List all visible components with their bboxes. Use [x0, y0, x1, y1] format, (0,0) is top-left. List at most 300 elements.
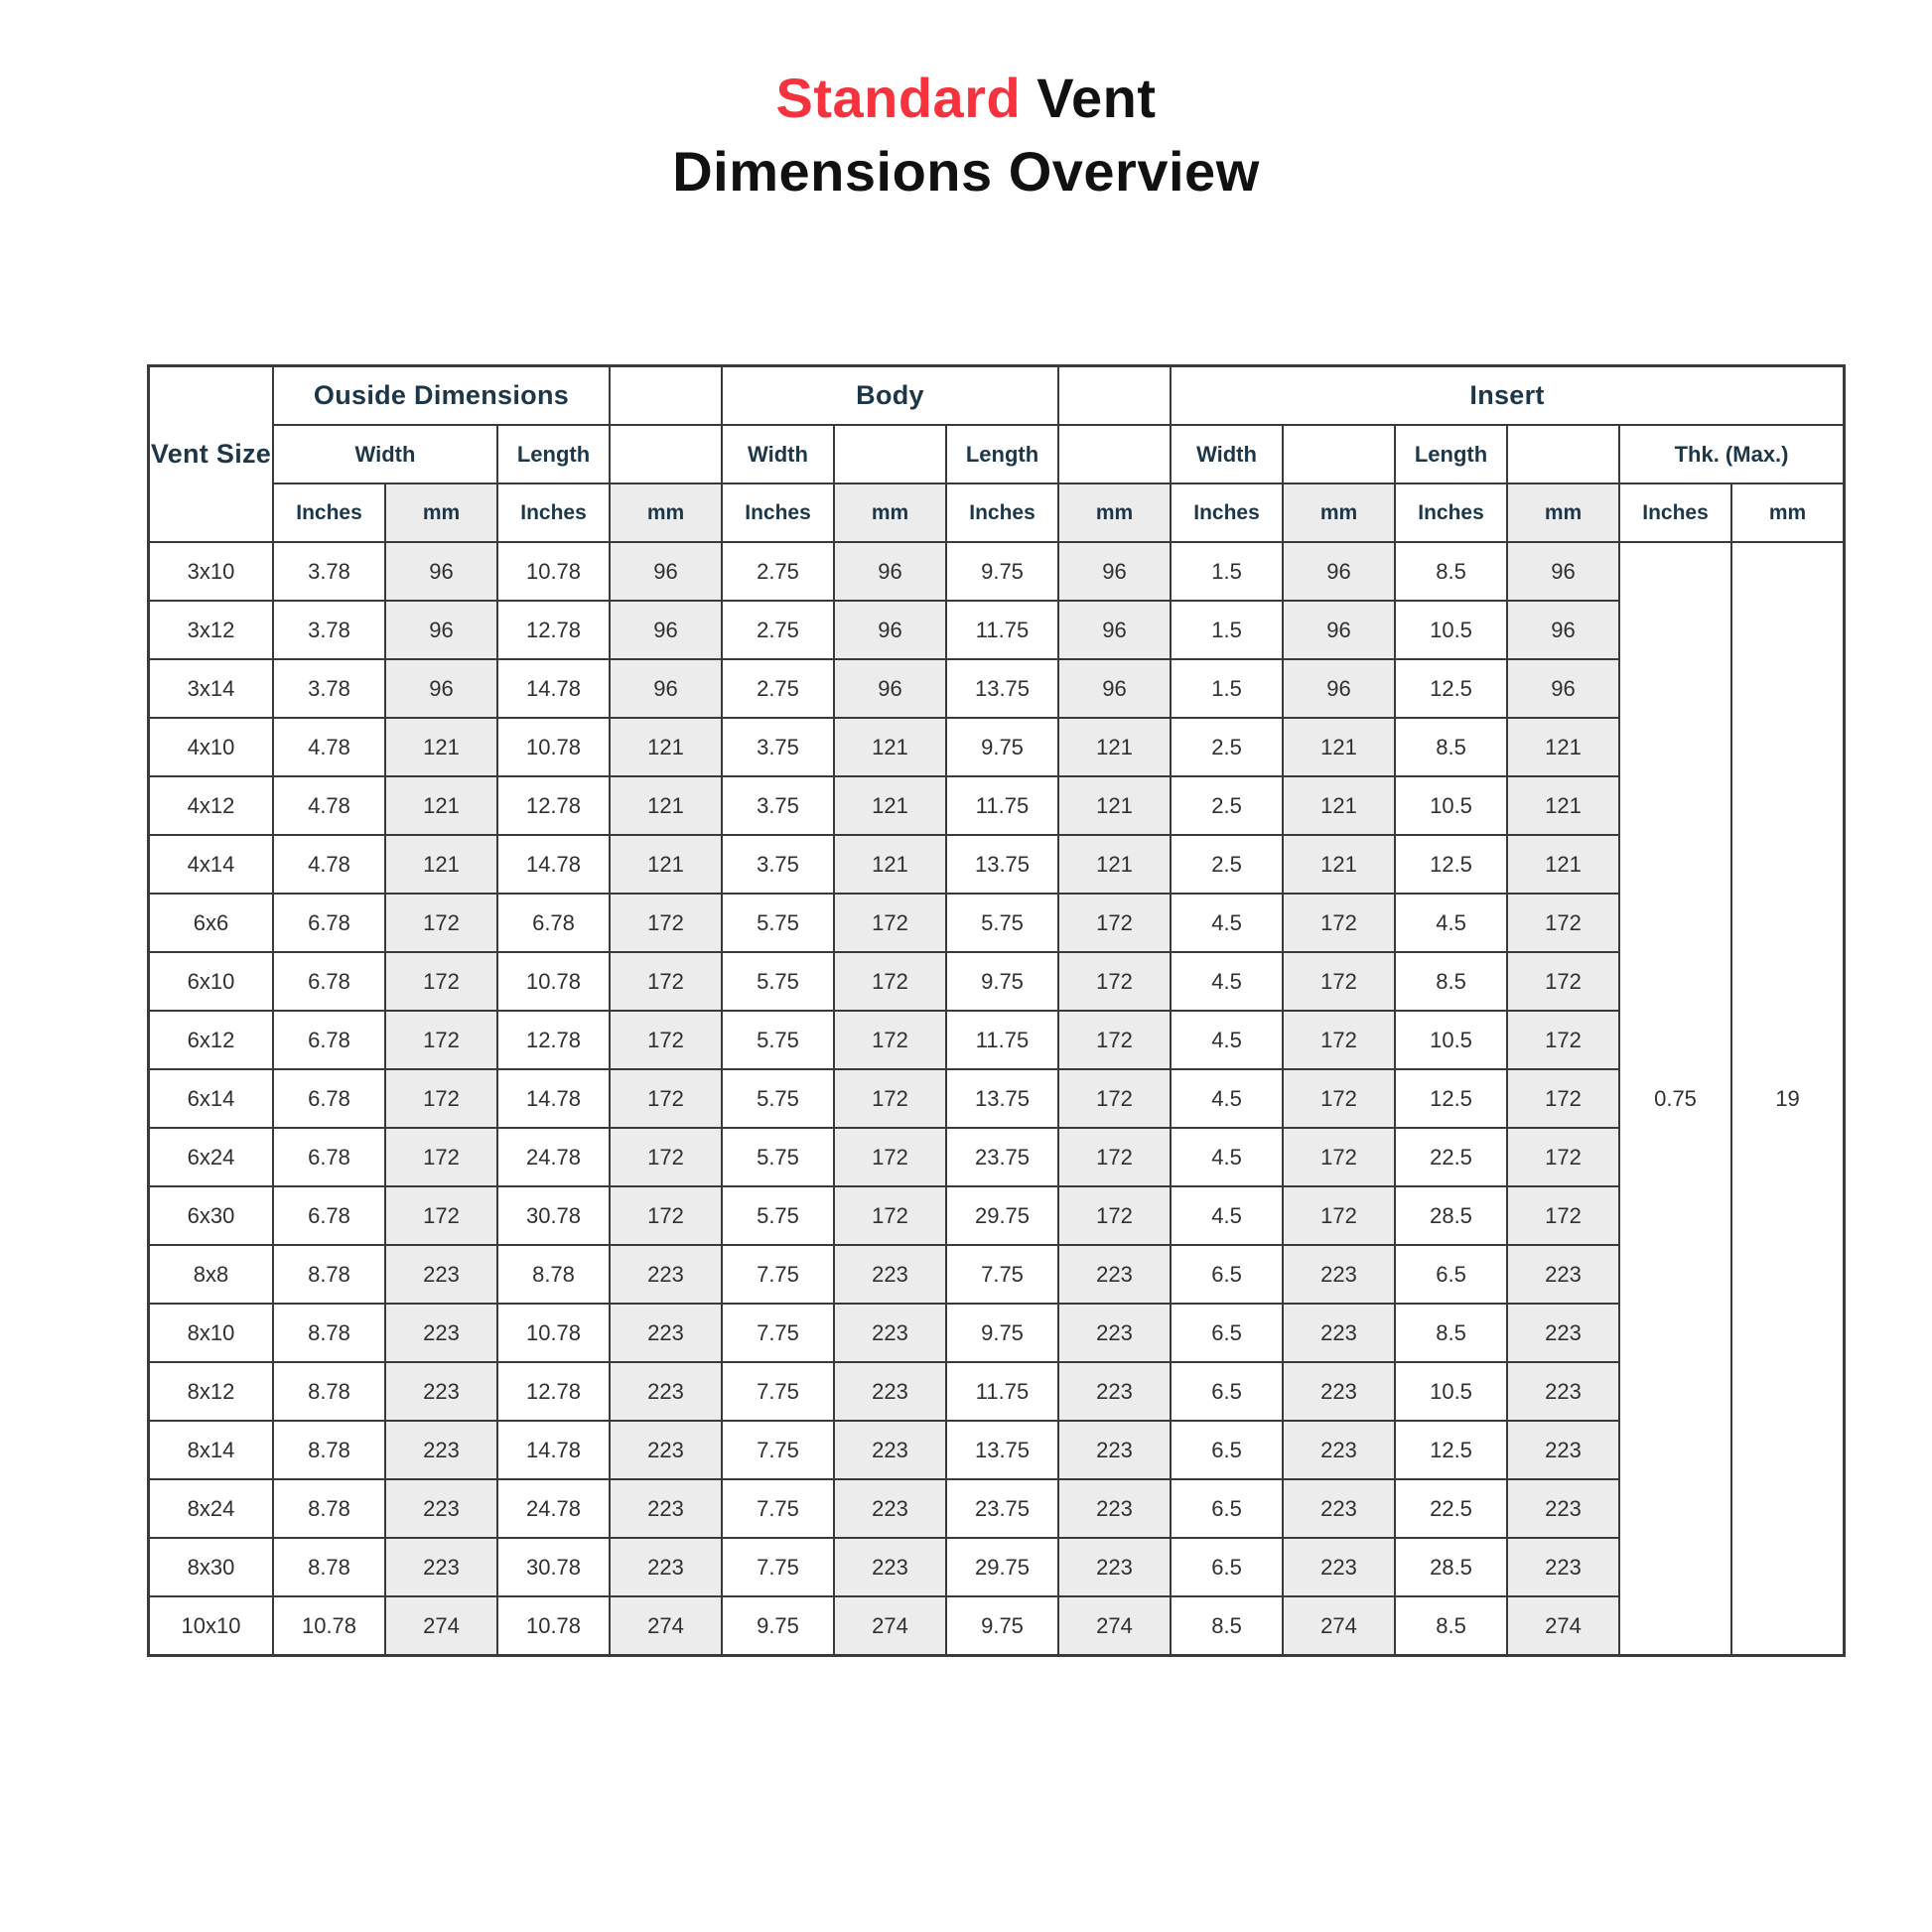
thk-mm-cell: 19	[1731, 542, 1844, 1655]
value-cell: 96	[610, 659, 722, 718]
unit-mm-header: mm	[610, 483, 722, 542]
value-cell: 223	[1283, 1538, 1395, 1596]
empty-header-cell	[834, 425, 946, 483]
value-cell: 223	[1507, 1304, 1619, 1362]
value-cell: 8.78	[273, 1362, 385, 1421]
value-cell: 274	[1283, 1596, 1395, 1655]
dimensions-table	[147, 364, 1846, 1657]
vent-size-cell: 8x30	[149, 1538, 273, 1596]
vent-size-cell: 4x12	[149, 776, 273, 835]
table-row	[149, 1186, 1844, 1245]
value-cell: 223	[385, 1538, 497, 1596]
table-row	[149, 894, 1844, 952]
value-cell: 2.75	[722, 659, 834, 718]
value-cell: 172	[1507, 894, 1619, 952]
value-cell: 172	[1283, 1128, 1395, 1186]
value-cell: 6.5	[1171, 1245, 1283, 1304]
table-row	[149, 601, 1844, 659]
value-cell: 13.75	[946, 659, 1058, 718]
value-cell: 12.5	[1395, 1069, 1507, 1128]
value-cell: 12.78	[497, 1011, 610, 1069]
unit-inches-header: Inches	[273, 483, 385, 542]
value-cell: 172	[1058, 952, 1171, 1011]
unit-inches-header: Inches	[722, 483, 834, 542]
value-cell: 12.78	[497, 1362, 610, 1421]
value-cell: 8.5	[1395, 952, 1507, 1011]
value-cell: 6.5	[1171, 1538, 1283, 1596]
body-header: Body	[722, 366, 1058, 425]
value-cell: 96	[385, 542, 497, 601]
value-cell: 96	[1058, 601, 1171, 659]
value-cell: 22.5	[1395, 1128, 1507, 1186]
value-cell: 223	[1507, 1479, 1619, 1538]
value-cell: 6.78	[273, 1128, 385, 1186]
value-cell: 13.75	[946, 835, 1058, 894]
value-cell: 172	[1058, 894, 1171, 952]
insert-length-header: Length	[1395, 425, 1507, 483]
value-cell: 172	[385, 952, 497, 1011]
value-cell: 121	[610, 776, 722, 835]
value-cell: 223	[610, 1304, 722, 1362]
value-cell: 96	[1283, 659, 1395, 718]
table-row	[149, 718, 1844, 776]
vent-size-cell: 8x12	[149, 1362, 273, 1421]
table-row	[149, 1128, 1844, 1186]
page-title-accent: Standard	[775, 67, 1022, 129]
value-cell: 172	[1507, 1128, 1619, 1186]
value-cell: 172	[1283, 1069, 1395, 1128]
value-cell: 4.5	[1171, 952, 1283, 1011]
value-cell: 121	[610, 835, 722, 894]
value-cell: 223	[385, 1479, 497, 1538]
table-row	[149, 1479, 1844, 1538]
value-cell: 172	[1283, 1011, 1395, 1069]
value-cell: 8.5	[1395, 718, 1507, 776]
value-cell: 121	[1507, 718, 1619, 776]
value-cell: 10.5	[1395, 1011, 1507, 1069]
value-cell: 172	[834, 1186, 946, 1245]
unit-mm-header: mm	[834, 483, 946, 542]
value-cell: 172	[610, 1011, 722, 1069]
value-cell: 7.75	[722, 1479, 834, 1538]
value-cell: 10.5	[1395, 1362, 1507, 1421]
value-cell: 8.5	[1395, 1596, 1507, 1655]
value-cell: 223	[610, 1538, 722, 1596]
value-cell: 223	[610, 1245, 722, 1304]
unit-mm-header: mm	[1058, 483, 1171, 542]
value-cell: 8.5	[1171, 1596, 1283, 1655]
value-cell: 121	[1058, 776, 1171, 835]
value-cell: 172	[610, 894, 722, 952]
value-cell: 96	[1058, 659, 1171, 718]
vent-size-cell: 6x10	[149, 952, 273, 1011]
vent-size-cell: 3x12	[149, 601, 273, 659]
value-cell: 223	[1507, 1362, 1619, 1421]
value-cell: 223	[1058, 1421, 1171, 1479]
value-cell: 172	[385, 1011, 497, 1069]
value-cell: 14.78	[497, 659, 610, 718]
value-cell: 223	[1283, 1479, 1395, 1538]
table-row	[149, 1245, 1844, 1304]
outside-length-header: Length	[497, 425, 610, 483]
empty-header-cell	[1507, 425, 1619, 483]
value-cell: 10.78	[497, 1304, 610, 1362]
value-cell: 121	[1283, 776, 1395, 835]
vent-size-cell: 6x6	[149, 894, 273, 952]
value-cell: 29.75	[946, 1186, 1058, 1245]
unit-inches-header: Inches	[1619, 483, 1731, 542]
value-cell: 10.78	[497, 718, 610, 776]
unit-inches-header: Inches	[946, 483, 1058, 542]
value-cell: 9.75	[722, 1596, 834, 1655]
value-cell: 11.75	[946, 776, 1058, 835]
value-cell: 14.78	[497, 835, 610, 894]
value-cell: 223	[610, 1421, 722, 1479]
value-cell: 6.78	[273, 1069, 385, 1128]
value-cell: 121	[834, 835, 946, 894]
value-cell: 9.75	[946, 1596, 1058, 1655]
value-cell: 172	[1058, 1128, 1171, 1186]
value-cell: 3.75	[722, 835, 834, 894]
value-cell: 96	[1507, 601, 1619, 659]
value-cell: 13.75	[946, 1421, 1058, 1479]
value-cell: 7.75	[722, 1245, 834, 1304]
value-cell: 6.78	[273, 894, 385, 952]
value-cell: 172	[385, 894, 497, 952]
value-cell: 5.75	[722, 1128, 834, 1186]
value-cell: 223	[1507, 1245, 1619, 1304]
value-cell: 8.78	[273, 1304, 385, 1362]
value-cell: 24.78	[497, 1128, 610, 1186]
value-cell: 8.78	[497, 1245, 610, 1304]
value-cell: 172	[1507, 1186, 1619, 1245]
value-cell: 172	[385, 1128, 497, 1186]
value-cell: 11.75	[946, 1362, 1058, 1421]
value-cell: 6.5	[1171, 1421, 1283, 1479]
vent-size-cell: 6x14	[149, 1069, 273, 1128]
value-cell: 121	[1058, 718, 1171, 776]
value-cell: 172	[385, 1186, 497, 1245]
value-cell: 4.5	[1171, 1069, 1283, 1128]
value-cell: 12.78	[497, 601, 610, 659]
empty-header-cell	[610, 425, 722, 483]
body-width-header: Width	[722, 425, 834, 483]
vent-size-cell: 6x30	[149, 1186, 273, 1245]
value-cell: 223	[1058, 1362, 1171, 1421]
value-cell: 172	[1058, 1069, 1171, 1128]
unit-inches-header: Inches	[1395, 483, 1507, 542]
value-cell: 96	[834, 601, 946, 659]
unit-inches-header: Inches	[497, 483, 610, 542]
value-cell: 4.5	[1171, 1128, 1283, 1186]
empty-header-cell	[1283, 425, 1395, 483]
value-cell: 10.78	[497, 1596, 610, 1655]
table-row	[149, 1538, 1844, 1596]
value-cell: 223	[1058, 1538, 1171, 1596]
unit-inches-header: Inches	[1171, 483, 1283, 542]
value-cell: 11.75	[946, 1011, 1058, 1069]
value-cell: 2.75	[722, 542, 834, 601]
value-cell: 223	[834, 1421, 946, 1479]
value-cell: 172	[834, 952, 946, 1011]
value-cell: 96	[834, 542, 946, 601]
table-row	[149, 1011, 1844, 1069]
value-cell: 6.5	[1171, 1479, 1283, 1538]
vent-size-cell: 4x10	[149, 718, 273, 776]
value-cell: 172	[1283, 894, 1395, 952]
value-cell: 223	[1283, 1245, 1395, 1304]
value-cell: 28.5	[1395, 1538, 1507, 1596]
value-cell: 223	[1283, 1304, 1395, 1362]
value-cell: 11.75	[946, 601, 1058, 659]
page-title-rest: Vent	[1021, 67, 1157, 129]
value-cell: 121	[385, 776, 497, 835]
value-cell: 7.75	[722, 1421, 834, 1479]
value-cell: 9.75	[946, 718, 1058, 776]
value-cell: 223	[1507, 1538, 1619, 1596]
value-cell: 274	[1058, 1596, 1171, 1655]
value-cell: 96	[1507, 659, 1619, 718]
table-row	[149, 776, 1844, 835]
page-title	[0, 62, 1932, 208]
value-cell: 6.78	[497, 894, 610, 952]
value-cell: 96	[1283, 542, 1395, 601]
value-cell: 10.78	[273, 1596, 385, 1655]
value-cell: 223	[834, 1362, 946, 1421]
value-cell: 4.78	[273, 718, 385, 776]
vent-size-cell: 6x24	[149, 1128, 273, 1186]
value-cell: 121	[1507, 835, 1619, 894]
value-cell: 12.5	[1395, 1421, 1507, 1479]
value-cell: 223	[610, 1479, 722, 1538]
value-cell: 121	[1283, 718, 1395, 776]
value-cell: 274	[1507, 1596, 1619, 1655]
vent-size-cell: 8x8	[149, 1245, 273, 1304]
value-cell: 223	[385, 1362, 497, 1421]
value-cell: 13.75	[946, 1069, 1058, 1128]
value-cell: 6.78	[273, 952, 385, 1011]
value-cell: 9.75	[946, 542, 1058, 601]
value-cell: 172	[610, 1069, 722, 1128]
unit-mm-header: mm	[1507, 483, 1619, 542]
vent-size-cell: 4x14	[149, 835, 273, 894]
value-cell: 223	[1283, 1421, 1395, 1479]
value-cell: 6.5	[1395, 1245, 1507, 1304]
header-sub-row	[149, 425, 1844, 483]
value-cell: 223	[834, 1245, 946, 1304]
vent-size-cell: 6x12	[149, 1011, 273, 1069]
value-cell: 8.5	[1395, 542, 1507, 601]
value-cell: 5.75	[722, 952, 834, 1011]
empty-header-cell	[1058, 366, 1171, 425]
table-row	[149, 1069, 1844, 1128]
value-cell: 121	[1058, 835, 1171, 894]
outside-width-header: Width	[273, 425, 497, 483]
value-cell: 10.5	[1395, 601, 1507, 659]
value-cell: 4.5	[1171, 1186, 1283, 1245]
unit-mm-header: mm	[385, 483, 497, 542]
vent-size-cell: 3x10	[149, 542, 273, 601]
value-cell: 96	[385, 659, 497, 718]
table-row	[149, 1421, 1844, 1479]
value-cell: 172	[1507, 952, 1619, 1011]
value-cell: 223	[1283, 1362, 1395, 1421]
value-cell: 223	[1058, 1245, 1171, 1304]
value-cell: 1.5	[1171, 659, 1283, 718]
value-cell: 7.75	[722, 1538, 834, 1596]
value-cell: 96	[1058, 542, 1171, 601]
table-row	[149, 659, 1844, 718]
value-cell: 121	[385, 835, 497, 894]
value-cell: 223	[385, 1304, 497, 1362]
value-cell: 172	[1507, 1069, 1619, 1128]
value-cell: 4.78	[273, 776, 385, 835]
value-cell: 8.78	[273, 1538, 385, 1596]
value-cell: 29.75	[946, 1538, 1058, 1596]
value-cell: 172	[834, 1128, 946, 1186]
value-cell: 4.5	[1171, 894, 1283, 952]
thk-inches-cell: 0.75	[1619, 542, 1731, 1655]
value-cell: 223	[1507, 1421, 1619, 1479]
value-cell: 223	[610, 1362, 722, 1421]
value-cell: 5.75	[722, 894, 834, 952]
page-title-line1	[0, 62, 1932, 135]
dimensions-table-wrap	[147, 364, 1839, 1657]
empty-header-cell	[1058, 425, 1171, 483]
table-row	[149, 1304, 1844, 1362]
value-cell: 12.5	[1395, 659, 1507, 718]
value-cell: 5.75	[722, 1186, 834, 1245]
value-cell: 5.75	[722, 1069, 834, 1128]
header-unit-row	[149, 483, 1844, 542]
table-body	[149, 542, 1844, 1655]
value-cell: 8.78	[273, 1479, 385, 1538]
value-cell: 2.5	[1171, 776, 1283, 835]
value-cell: 12.5	[1395, 835, 1507, 894]
value-cell: 7.75	[722, 1362, 834, 1421]
value-cell: 172	[610, 952, 722, 1011]
vent-size-cell: 10x10	[149, 1596, 273, 1655]
value-cell: 8.5	[1395, 1304, 1507, 1362]
value-cell: 14.78	[497, 1421, 610, 1479]
value-cell: 7.75	[722, 1304, 834, 1362]
unit-mm-header: mm	[1283, 483, 1395, 542]
value-cell: 4.78	[273, 835, 385, 894]
value-cell: 172	[1507, 1011, 1619, 1069]
vent-size-header: Vent Size	[149, 366, 273, 542]
value-cell: 274	[385, 1596, 497, 1655]
unit-mm-header: mm	[1731, 483, 1844, 542]
table-row	[149, 1596, 1844, 1655]
value-cell: 10.78	[497, 542, 610, 601]
table-row	[149, 542, 1844, 601]
value-cell: 3.75	[722, 718, 834, 776]
value-cell: 1.5	[1171, 542, 1283, 601]
value-cell: 8.78	[273, 1245, 385, 1304]
value-cell: 172	[610, 1186, 722, 1245]
value-cell: 96	[1283, 601, 1395, 659]
value-cell: 22.5	[1395, 1479, 1507, 1538]
value-cell: 96	[610, 601, 722, 659]
value-cell: 223	[385, 1245, 497, 1304]
insert-header: Insert	[1171, 366, 1844, 425]
value-cell: 223	[385, 1421, 497, 1479]
value-cell: 172	[834, 1011, 946, 1069]
value-cell: 3.75	[722, 776, 834, 835]
value-cell: 121	[610, 718, 722, 776]
value-cell: 2.5	[1171, 718, 1283, 776]
value-cell: 23.75	[946, 1479, 1058, 1538]
vent-size-cell: 8x10	[149, 1304, 273, 1362]
value-cell: 96	[1507, 542, 1619, 601]
value-cell: 121	[834, 718, 946, 776]
insert-width-header: Width	[1171, 425, 1283, 483]
value-cell: 96	[610, 542, 722, 601]
thk-max-header: Thk. (Max.)	[1619, 425, 1844, 483]
value-cell: 172	[1058, 1011, 1171, 1069]
header-group-row	[149, 366, 1844, 425]
value-cell: 6.78	[273, 1186, 385, 1245]
value-cell: 6.78	[273, 1011, 385, 1069]
value-cell: 14.78	[497, 1069, 610, 1128]
value-cell: 172	[1283, 952, 1395, 1011]
value-cell: 3.78	[273, 601, 385, 659]
value-cell: 172	[834, 894, 946, 952]
value-cell: 8.78	[273, 1421, 385, 1479]
value-cell: 223	[834, 1479, 946, 1538]
vent-size-cell: 3x14	[149, 659, 273, 718]
value-cell: 96	[834, 659, 946, 718]
value-cell: 30.78	[497, 1186, 610, 1245]
value-cell: 121	[834, 776, 946, 835]
empty-header-cell	[610, 366, 722, 425]
value-cell: 223	[834, 1304, 946, 1362]
value-cell: 121	[385, 718, 497, 776]
value-cell: 4.5	[1171, 1011, 1283, 1069]
value-cell: 28.5	[1395, 1186, 1507, 1245]
value-cell: 24.78	[497, 1479, 610, 1538]
value-cell: 3.78	[273, 659, 385, 718]
page-title-line2: Dimensions Overview	[672, 139, 1260, 203]
value-cell: 172	[1283, 1186, 1395, 1245]
table-row	[149, 835, 1844, 894]
body-length-header: Length	[946, 425, 1058, 483]
value-cell: 7.75	[946, 1245, 1058, 1304]
vent-size-cell: 8x24	[149, 1479, 273, 1538]
value-cell: 96	[385, 601, 497, 659]
value-cell: 4.5	[1395, 894, 1507, 952]
value-cell: 2.75	[722, 601, 834, 659]
value-cell: 223	[1058, 1479, 1171, 1538]
vent-size-cell: 8x14	[149, 1421, 273, 1479]
value-cell: 223	[834, 1538, 946, 1596]
value-cell: 30.78	[497, 1538, 610, 1596]
value-cell: 6.5	[1171, 1362, 1283, 1421]
value-cell: 121	[1283, 835, 1395, 894]
value-cell: 172	[834, 1069, 946, 1128]
table-row	[149, 952, 1844, 1011]
value-cell: 10.78	[497, 952, 610, 1011]
value-cell: 274	[610, 1596, 722, 1655]
value-cell: 5.75	[722, 1011, 834, 1069]
value-cell: 6.5	[1171, 1304, 1283, 1362]
value-cell: 223	[1058, 1304, 1171, 1362]
value-cell: 23.75	[946, 1128, 1058, 1186]
value-cell: 172	[385, 1069, 497, 1128]
value-cell: 172	[1058, 1186, 1171, 1245]
value-cell: 9.75	[946, 1304, 1058, 1362]
outside-dimensions-header: Ouside Dimensions	[273, 366, 610, 425]
